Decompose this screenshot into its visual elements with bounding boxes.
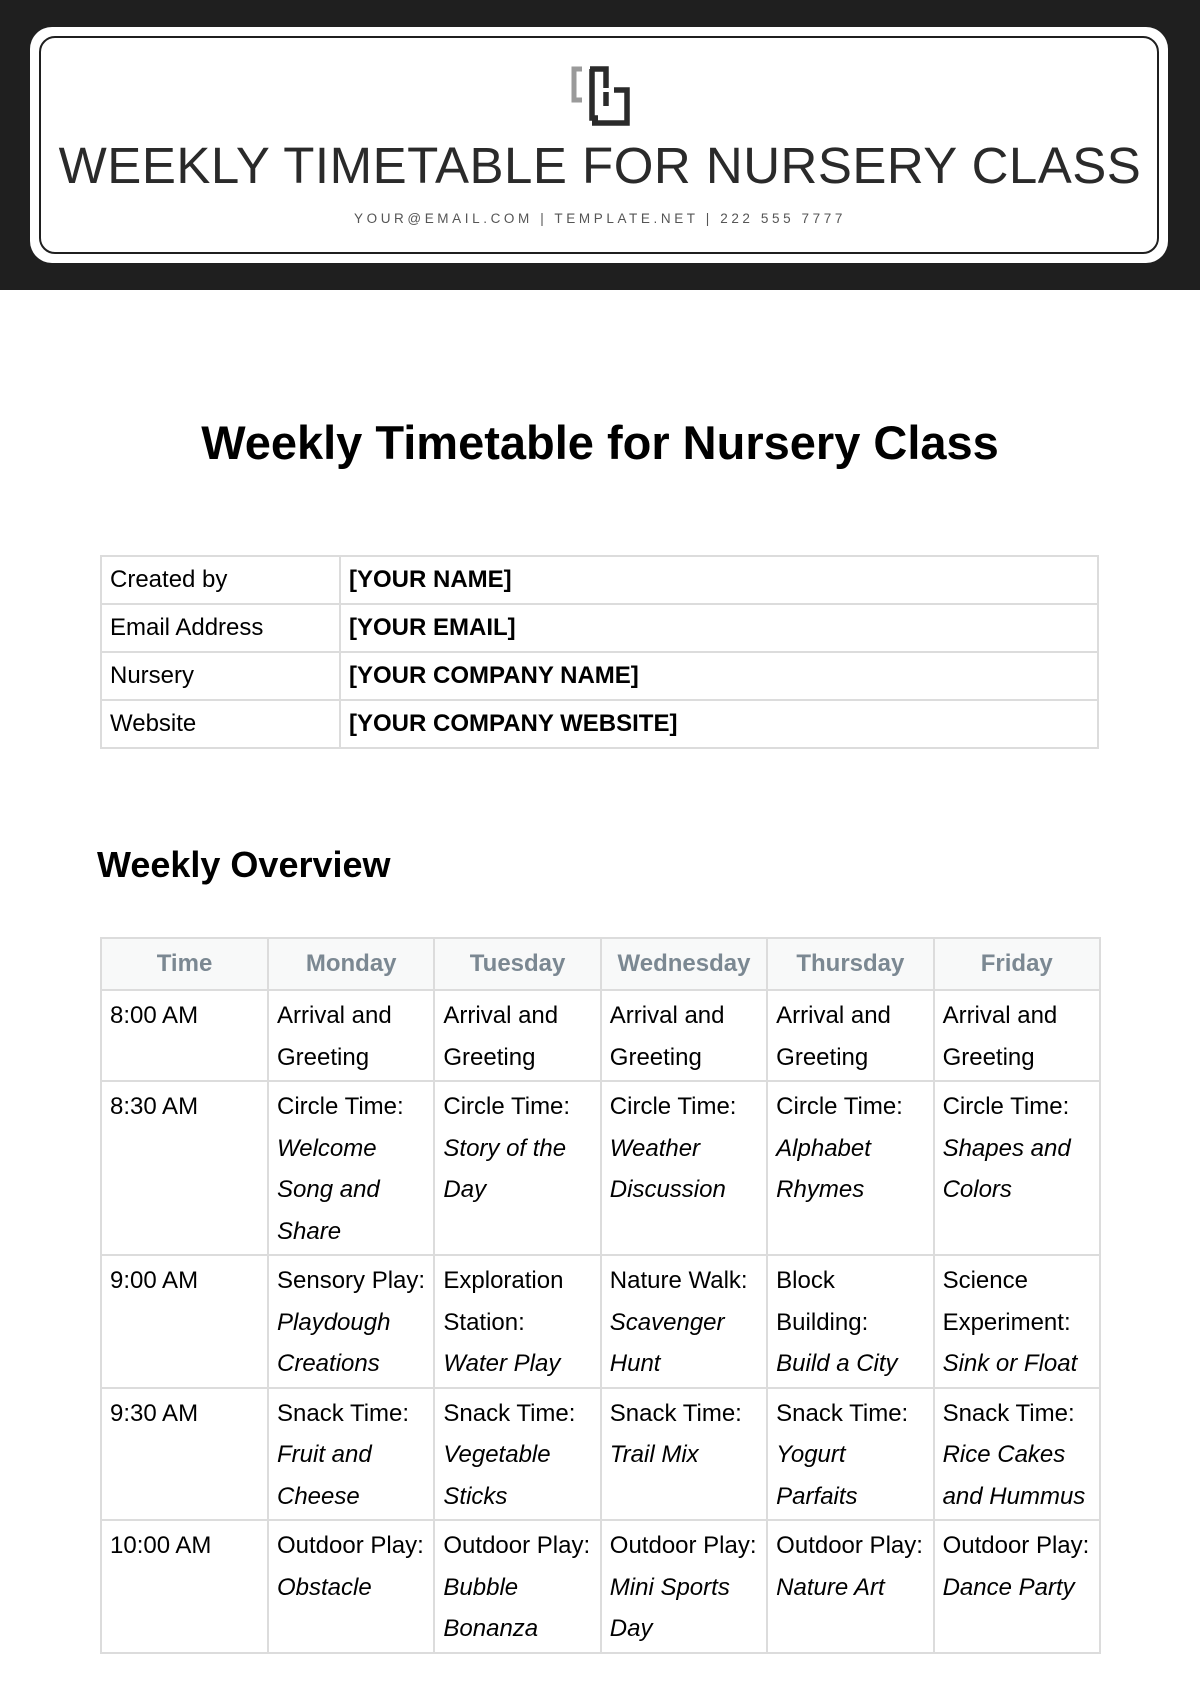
column-header-thursday: Thursday: [767, 938, 933, 990]
timetable-row: [101, 1520, 1100, 1653]
activity-cell-friday: [934, 1081, 1100, 1255]
activity-detail: Fruit and Cheese: [277, 1441, 372, 1510]
weekly-overview-heading: Weekly Overview: [97, 844, 391, 885]
info-row-created-by: [101, 556, 1098, 604]
time-cell: 8:00 AM: [101, 990, 268, 1081]
time-cell: 9:30 AM: [101, 1388, 268, 1521]
time-cell: 8:30 AM: [101, 1081, 268, 1255]
activity-label: Outdoor Play:: [609, 1532, 757, 1559]
activity-cell-tuesday: [434, 1081, 600, 1255]
activity-cell-wednesday: [601, 1520, 767, 1653]
activity-label: Snack Time:: [776, 1399, 909, 1427]
time-cell: 10:00 AM: [101, 1520, 268, 1653]
activity-label: Nature Walk:: [609, 1267, 748, 1294]
header-banner: [0, 0, 1200, 290]
info-value: [YOUR COMPANY NAME]: [340, 652, 1098, 700]
activity-detail: Mini Sports Day: [609, 1573, 730, 1642]
activity-detail: Yogurt Parfaits: [776, 1441, 858, 1510]
activity-detail: Alphabet Rhymes: [776, 1134, 871, 1203]
column-header-tuesday: Tuesday: [434, 938, 600, 990]
info-value: [YOUR NAME]: [340, 556, 1098, 604]
activity-cell-tuesday: [434, 1520, 600, 1653]
activity-cell-friday: [934, 1388, 1100, 1521]
banner-contact-line: YOUR@EMAIL.COM | TEMPLATE.NET | 222 555 7777: [354, 211, 846, 226]
activity-detail: Bubble Bonanza: [443, 1573, 539, 1642]
activity-cell-tuesday: [434, 990, 600, 1081]
activity-label: Arrival and Greeting: [609, 1002, 725, 1071]
activity-detail: Water Play: [443, 1350, 561, 1377]
document-title: Weekly Timetable for Nursery Class: [201, 416, 999, 469]
activity-cell-tuesday: [434, 1388, 600, 1521]
activity-label: Snack Time:: [443, 1399, 576, 1427]
timetable-row: [101, 1255, 1100, 1388]
activity-cell-thursday: [767, 1520, 933, 1653]
activity-label: Arrival and Greeting: [942, 1002, 1058, 1071]
info-value: [YOUR EMAIL]: [340, 604, 1098, 652]
activity-label: Circle Time:: [609, 1093, 737, 1120]
activity-cell-wednesday: [601, 1255, 767, 1388]
activity-cell-monday: [268, 1520, 434, 1653]
activity-label: Science Experiment:: [942, 1267, 1071, 1336]
activity-cell-thursday: [767, 1081, 933, 1255]
activity-cell-friday: [934, 1520, 1100, 1653]
activity-cell-friday: [934, 1255, 1100, 1388]
activity-detail: Weather Discussion: [609, 1134, 726, 1203]
activity-label: Outdoor Play:: [443, 1532, 591, 1559]
activity-cell-thursday: [767, 1255, 933, 1388]
activity-label: Outdoor Play:: [942, 1532, 1090, 1559]
column-header-monday: Monday: [268, 938, 434, 990]
info-label: Website: [101, 700, 340, 748]
activity-cell-wednesday: [601, 1388, 767, 1521]
activity-detail: Rice Cakes and Hummus: [942, 1441, 1086, 1510]
info-label: Created by: [101, 556, 340, 604]
info-label: Email Address: [101, 604, 340, 652]
activity-cell-friday: [934, 990, 1100, 1081]
activity-cell-wednesday: [601, 1081, 767, 1255]
column-header-wednesday: Wednesday: [601, 938, 767, 990]
activity-label: Arrival and Greeting: [776, 1002, 891, 1071]
bracket-square-logo-icon: [568, 66, 634, 126]
time-cell: 9:00 AM: [101, 1255, 268, 1388]
info-table: [100, 555, 1099, 749]
activity-label: Block Building:: [776, 1267, 869, 1336]
activity-label: Snack Time:: [609, 1399, 742, 1427]
activity-detail: Scavenger Hunt: [609, 1308, 725, 1377]
activity-detail: Welcome Song and Share: [277, 1134, 380, 1245]
activity-label: Snack Time:: [942, 1399, 1075, 1427]
activity-label: Circle Time:: [776, 1093, 903, 1120]
activity-label: Circle Time:: [443, 1093, 571, 1120]
activity-detail: Shapes and Colors: [942, 1134, 1071, 1203]
activity-cell-monday: [268, 1388, 434, 1521]
activity-detail: Obstacle: [277, 1573, 372, 1601]
activity-label: Exploration Station:: [443, 1267, 564, 1336]
info-label: Nursery: [101, 652, 340, 700]
activity-label: Arrival and Greeting: [443, 1002, 559, 1071]
timetable-row: [101, 1081, 1100, 1255]
timetable-row: [101, 990, 1100, 1081]
activity-cell-thursday: [767, 990, 933, 1081]
info-row-nursery: [101, 652, 1098, 700]
activity-label: Arrival and Greeting: [277, 1002, 392, 1071]
info-row-email: [101, 604, 1098, 652]
activity-detail: Sink or Float: [942, 1350, 1078, 1377]
activity-detail: Playdough Creations: [277, 1308, 391, 1377]
activity-cell-thursday: [767, 1388, 933, 1521]
timetable-row: [101, 1388, 1100, 1521]
activity-label: Outdoor Play:: [776, 1532, 923, 1559]
activity-cell-monday: [268, 1081, 434, 1255]
activity-cell-wednesday: [601, 990, 767, 1081]
column-header-friday: Friday: [934, 938, 1100, 990]
activity-cell-monday: [268, 990, 434, 1081]
info-value: [YOUR COMPANY WEBSITE]: [340, 700, 1098, 748]
info-row-website: [101, 700, 1098, 748]
activity-label: Sensory Play:: [277, 1267, 426, 1294]
activity-detail: Nature Art: [776, 1573, 885, 1601]
activity-detail: Build a City: [776, 1350, 898, 1377]
activity-cell-monday: [268, 1255, 434, 1388]
banner-title: WEEKLY TIMETABLE FOR NURSERY CLASS: [58, 137, 1142, 194]
activity-label: Circle Time:: [942, 1093, 1070, 1120]
activity-label: Circle Time:: [277, 1093, 404, 1120]
timetable-body: [101, 990, 1100, 1653]
activity-cell-tuesday: [434, 1255, 600, 1388]
activity-label: Snack Time:: [277, 1399, 410, 1427]
activity-detail: Vegetable Sticks: [443, 1441, 551, 1510]
weekly-timetable: [100, 937, 1101, 1654]
activity-detail: Dance Party: [942, 1573, 1075, 1601]
activity-detail: Story of the Day: [443, 1134, 567, 1203]
activity-detail: Trail Mix: [609, 1441, 699, 1468]
timetable-header-row: [101, 938, 1100, 990]
column-header-time: Time: [101, 938, 268, 990]
activity-label: Outdoor Play:: [277, 1532, 424, 1559]
